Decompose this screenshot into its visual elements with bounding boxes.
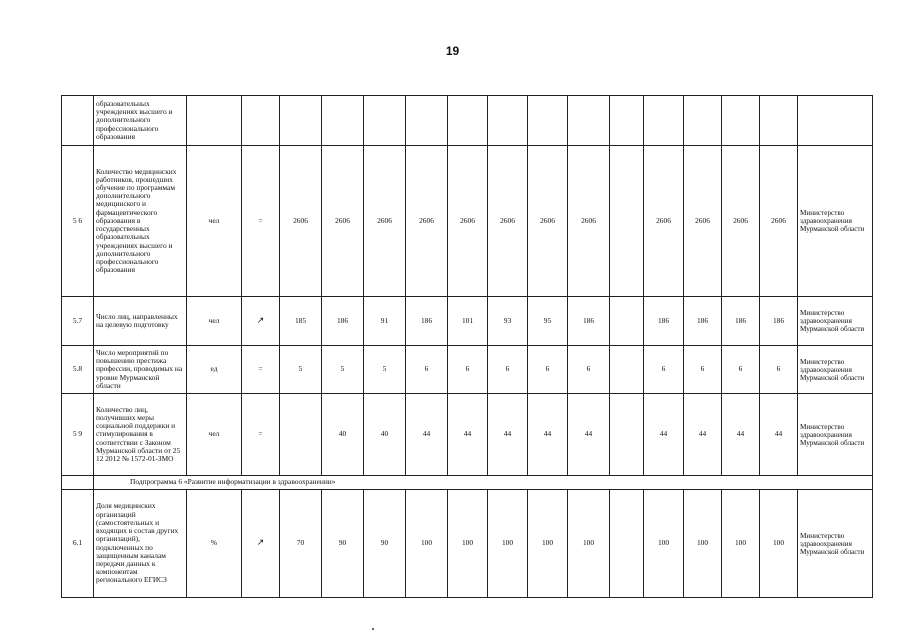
value-cell: 90	[364, 490, 406, 598]
value-cell: 6	[644, 346, 684, 394]
value-cell	[528, 96, 568, 146]
value-cell	[568, 96, 610, 146]
value-cell: 100	[448, 490, 488, 598]
value-cell: 2606	[568, 146, 610, 297]
indicator-name: образовательных учреждениях высшего и дополнительного профессионального образования	[94, 96, 187, 146]
indicator-number: 5.8	[62, 346, 94, 394]
value-cell: 101	[448, 297, 488, 346]
value-cell	[722, 96, 760, 146]
value-cell	[280, 394, 322, 476]
value-cell: 100	[528, 490, 568, 598]
indicators-table	[61, 95, 873, 598]
value-cell: 2606	[322, 146, 364, 297]
value-cell: 186	[644, 297, 684, 346]
value-cell: 2606	[684, 146, 722, 297]
value-cell: 100	[760, 490, 798, 598]
value-cell: 2606	[406, 146, 448, 297]
unit-cell: чел	[187, 297, 242, 346]
unit-cell: чел	[187, 394, 242, 476]
value-cell: 40	[364, 394, 406, 476]
value-cell: 2606	[488, 146, 528, 297]
value-cell	[280, 96, 322, 146]
value-cell: 6	[568, 346, 610, 394]
trend-cell: =	[242, 394, 280, 476]
value-cell	[610, 96, 644, 146]
value-cell: 40	[322, 394, 364, 476]
value-cell: 6	[488, 346, 528, 394]
value-cell: 5	[280, 346, 322, 394]
value-cell: 44	[406, 394, 448, 476]
value-cell	[610, 490, 644, 598]
table-row	[62, 490, 873, 598]
value-cell: 6	[684, 346, 722, 394]
value-cell: 91	[364, 297, 406, 346]
value-cell	[760, 96, 798, 146]
value-cell: 2606	[528, 146, 568, 297]
responsible-cell: Министерство здравоохранения Мурманской области	[798, 346, 873, 394]
value-cell	[610, 346, 644, 394]
table-row	[62, 394, 873, 476]
value-cell: 6	[760, 346, 798, 394]
value-cell	[322, 96, 364, 146]
value-cell: 186	[568, 297, 610, 346]
value-cell: 100	[684, 490, 722, 598]
table-row	[62, 96, 873, 146]
value-cell: 100	[488, 490, 528, 598]
indicator-number: 5.7	[62, 297, 94, 346]
value-cell: 6	[406, 346, 448, 394]
value-cell: 95	[528, 297, 568, 346]
value-cell: 5	[322, 346, 364, 394]
value-cell: 186	[406, 297, 448, 346]
scan-speck	[372, 628, 374, 630]
indicator-number: 6.1	[62, 490, 94, 598]
value-cell: 6	[528, 346, 568, 394]
trend-cell: =	[242, 346, 280, 394]
unit-cell: %	[187, 490, 242, 598]
value-cell	[488, 96, 528, 146]
responsible-cell: Министерство здравоохранения Мурманской области	[798, 394, 873, 476]
indicator-number	[62, 96, 94, 146]
value-cell: 186	[760, 297, 798, 346]
responsible-cell: Министерство здравоохранения Мурманской области	[798, 297, 873, 346]
indicator-name: Число лиц, направленных на целевую подготовку	[94, 297, 187, 346]
indicator-name: Доля медицинских организаций (самостоятельных и входящих в состав других организаций), подключенных по защищенным каналам передачи данных к компонентам регионального ЕГИСЗ	[94, 490, 187, 598]
indicator-name: Количество лиц, получивших меры социальной поддержки и стимулирования в соответствии с Законом Мурманской области от 25 12 2012 № 1572-01-ЗМО	[94, 394, 187, 476]
value-cell: 100	[406, 490, 448, 598]
trend-cell: ↗	[242, 297, 280, 346]
indicator-name: Количество медицинских работников, прошедших обучение по программам дополнительного медицинского и фармацевтического образования в государственных образовательных учреждениях высшего и дополнительного профессионального образования	[94, 146, 187, 297]
value-cell: 44	[488, 394, 528, 476]
value-cell	[684, 96, 722, 146]
unit-cell: чел	[187, 146, 242, 297]
value-cell	[448, 96, 488, 146]
table-row	[62, 297, 873, 346]
unit-cell	[187, 96, 242, 146]
value-cell: 185	[280, 297, 322, 346]
page-number: 19	[445, 44, 460, 58]
value-cell: 2606	[644, 146, 684, 297]
value-cell: 44	[644, 394, 684, 476]
value-cell: 44	[448, 394, 488, 476]
table-row	[62, 346, 873, 394]
value-cell: 90	[322, 490, 364, 598]
indicator-name: Число мероприятий по повышению престижа профессии, проводимых на уровне Мурманской области	[94, 346, 187, 394]
trend-cell	[242, 96, 280, 146]
value-cell	[610, 146, 644, 297]
unit-cell: ед	[187, 346, 242, 394]
responsible-cell: Министерство здравоохранения Мурманской области	[798, 146, 873, 297]
responsible-cell	[798, 96, 873, 146]
value-cell	[610, 297, 644, 346]
value-cell: 100	[644, 490, 684, 598]
value-cell: 2606	[364, 146, 406, 297]
value-cell: 186	[322, 297, 364, 346]
value-cell: 44	[684, 394, 722, 476]
value-cell: 70	[280, 490, 322, 598]
value-cell	[610, 394, 644, 476]
value-cell: 186	[684, 297, 722, 346]
value-cell	[406, 96, 448, 146]
responsible-cell: Министерство здравоохранения Мурманской области	[798, 490, 873, 598]
value-cell: 44	[760, 394, 798, 476]
trend-cell: =	[242, 146, 280, 297]
trend-cell: ↗	[242, 490, 280, 598]
value-cell: 2606	[280, 146, 322, 297]
value-cell: 2606	[760, 146, 798, 297]
subprogram-row	[62, 476, 873, 490]
value-cell: 100	[722, 490, 760, 598]
value-cell: 44	[722, 394, 760, 476]
value-cell: 6	[722, 346, 760, 394]
indicator-number	[62, 476, 94, 490]
value-cell	[364, 96, 406, 146]
value-cell: 44	[528, 394, 568, 476]
value-cell: 44	[568, 394, 610, 476]
value-cell: 93	[488, 297, 528, 346]
table-row	[62, 146, 873, 297]
value-cell: 6	[448, 346, 488, 394]
value-cell	[644, 96, 684, 146]
value-cell: 2606	[722, 146, 760, 297]
value-cell: 100	[568, 490, 610, 598]
value-cell: 2606	[448, 146, 488, 297]
value-cell: 5	[364, 346, 406, 394]
subprogram-title: Подпрограмма 6 «Развитие информатизации в здравоохранении»	[94, 476, 873, 490]
indicator-number: 5 9	[62, 394, 94, 476]
value-cell: 186	[722, 297, 760, 346]
indicator-number: 5 6	[62, 146, 94, 297]
